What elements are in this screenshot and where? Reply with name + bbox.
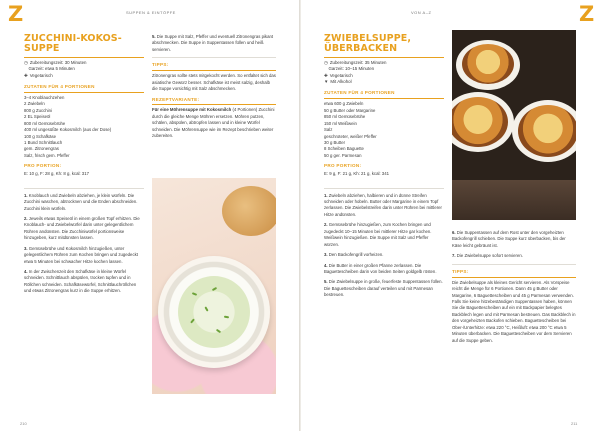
ingredient-item: etwa 600 g Zwiebeln [324,101,364,107]
step-text: Gemüsebrühe und Kokosmilch hinzugießen, unter gelegentlichem Rühren zum Kochen bringen und zugedeckt etwa 5 Minuten bei schwacher Hitze kochen lassen. [24,245,138,264]
per-portion-heading: PRO PORTION: [24,163,62,169]
ingredient-item: 50 g ger. Parmesan [324,152,362,158]
ingredient-item: gem. Zitronengras [24,146,59,152]
step-number: 7. [452,253,456,259]
ingredient-item: Salz, frisch gem. Pfeffer [24,152,70,158]
step [452,253,576,259]
ingredient-item: Salz [324,127,333,133]
cook-time: Garzeit: 10–15 Minuten [328,66,375,72]
step-text: Die Zwiebelsuppe in große, feuerfeste Suppentassen füllen. Die Baguettescheiben darauf verteilen und mit Parmesan bestreuen. [324,279,443,298]
step-text: Den Backofengrill vorheizen. [328,252,384,258]
page-number: 211 [571,421,578,426]
step-number: 6. [452,230,456,235]
step-number: 1. [24,192,28,198]
zucchini-soup-photo [152,178,276,394]
step-text: Zwiebeln abziehen, halbieren und in dünne Streifen schneiden oder hobeln. Butter oder Margarine in einem Topf zerlassen. Die Zwiebelstreifen darin unter Rühren bei mittlerer Hitze andünsten. [324,192,442,217]
step [324,222,444,248]
section-letter: Z [8,2,24,26]
recipe-column-2 [152,34,276,143]
leaf-icon: ✚ [324,72,328,78]
vegetarian-label: Vegetarisch [29,72,53,78]
ingredient-item: 2 Zwiebeln [24,101,45,107]
ingredient-item: 400 ml ungesüßte Kokosmilch (aus der Dose) [24,127,112,133]
title-line: ÜBERBACKEN [324,42,398,54]
per-portion-heading: PRO PORTION: [324,163,362,169]
step-text: Jeweils etwas Speiseöl in einem großen Topf erhitzen. Die Knoblauch- und Zwiebelwürfel darin unter gelegentlichem Rühren andünsten. Die Zucchiniwürfel portionsweise hinzugeben, kurz mitdünsten lassen. [24,215,140,241]
step [452,230,576,249]
step-number: 2. [324,222,328,228]
right-page [301,0,600,431]
alcohol-label: Mit Alkohol [330,79,352,85]
step [324,252,444,258]
soup-cup [462,44,514,84]
step-text: Knoblauch und Zwiebeln abziehen, je klein würfeln. Die Zucchini waschen, abtrocknen und die Enden abschneiden. Zucchini klein würfeln. [24,192,138,211]
step [324,193,444,219]
prep-time: Zubereitungszeit: 30 Minuten [29,59,87,65]
onion-soup-photo [452,30,576,220]
heading-rule [324,98,444,99]
step-text: Die Suppentassen auf dem Rost unter den vorgeheizten Backofengrill schieben. Die Suppe kurz überbacken, bis der Käse leicht gebräunt ist. [452,230,566,248]
step [324,279,444,298]
step [24,269,144,295]
ingredient-item: 30 g Butter [324,139,346,145]
running-head: SUPPEN & EINTÖPFE [126,10,176,15]
step-number: 5. [152,34,156,39]
ingredient-item: 150 ml Weißwein [324,120,357,126]
tips-text: Zitronengras sollte stets mitgekocht werden. So entfaltet sich das asiatische Gewürz besser. Schafkäse ist meist salzig, deshalb die Suppe vorsichtig mit Salz abschmecken. [152,73,276,92]
soup-cup [518,105,576,157]
cook-time: Garzeit: etwa 5 Minuten [28,66,75,72]
variant-heading: REZEPTVARIANTE: [152,96,200,102]
step-number: 1. [324,192,328,198]
meta-line [324,79,444,85]
step [24,216,144,242]
tips-text: Die Zwiebelsuppe als kleines Gericht servieren. Als Vorspeise reicht die Menge für 6 Portionen. Dann 45 g Butter oder Margarine, 6 Baguettescheiben und 45 g Parmesan verwenden. Falls Sie keine hitzebeständigen Suppentassen haben, können Sie die Baguettescheiben auf ein mit Backpapier belegtes Backblech legen und mit Parmesan bestreuen. Das Backblech in den vorgeheizten Backofen schieben. Baguettescheiben bei Ober-/Unterhitze: etwa 220 °C, Heißluft: etwa 200 °C etwa 5 Minuten überbacken. Die Baguettescheiben vor dem Servieren auf die Suppe geben. [452,279,576,343]
page-number: 210 [20,421,27,426]
clock-icon: ◷ [24,59,28,65]
recipe-column-2 [452,230,576,347]
running-head: VON A–Z [411,10,432,15]
heading-rule [24,92,144,93]
variant-lead: Für eine Möhrensuppe mit Kokosmilch [152,107,232,113]
title-rule [324,57,444,58]
step [24,246,144,265]
step-number: 4. [324,262,328,268]
ingredient-item: 3–4 Knoblauchzehen [24,94,65,100]
step-text: In der Zwischenzeit den Schafkäse in kleine Würfel schneiden. Schnittlauch abspülen, trocken tupfen und in Röllchen schneiden. Schafkäsewürfel, Schnittlauchröllchen und etwas Zitronengras kurz in die Suppe erhitzen. [24,269,137,294]
step-text: Die Butter in einer großen Pfanne zerlassen. Die Baguettescheiben darin von beiden Seiten goldgelb rösten. [324,262,437,274]
steps-list [24,193,144,295]
leaf-icon: ✚ [24,72,28,78]
recipe-title: ZUCCHINI-KOKOS-SUPPE [24,33,122,54]
per-portion-values: E: 10 g, F: 28 g, Kh: 8 g, kcal: 317 [24,171,89,177]
ingredient-item: 50 g Butter oder Margarine [324,107,376,113]
divider [152,57,276,58]
meta-line [24,73,144,79]
heading-rule [152,70,276,71]
recipe-meta [324,60,444,86]
tips-heading: TIPPS: [452,268,469,274]
step [152,34,276,53]
divider [24,188,144,189]
left-page [0,0,299,431]
vegetarian-label: Vegetarisch [329,72,353,78]
steps-list [324,193,444,299]
ingredient-item: 800 ml Gemüsebrühe [24,120,66,126]
ingredients-heading: ZUTATEN FÜR 4 PORTIONEN [324,90,395,96]
ingredient-item: 2 EL Speiseöl [24,114,51,120]
recipe-meta [24,60,144,79]
step-number: 3. [24,245,28,251]
heading-rule [152,104,276,105]
tips-heading: TIPPS: [152,62,169,68]
ingredient-item: 100 g Schafkäse [24,133,57,139]
step-text: Die Suppe mit Salz, Pfeffer und eventuell Zitronengras pikant abschmecken. Die Suppe in Suppentassen füllen und heiß servieren. [152,34,274,52]
variant-body: (4 Portionen) Zucchini durch die gleiche Menge Möhren ersetzen. Möhren putzen, schälen, abspülen, abtropfen lassen und in kleine Würfel schneiden. Die Möhrensuppe wie im Rezept beschrieben weiter zubereiten. [152,107,275,139]
clock-icon: ◷ [324,59,328,65]
per-portion-values: E: 9 g, F: 21 g, Kh: 21 g, kcal: 341 [324,171,389,177]
recipe-column [24,34,144,299]
section-letter: Z [579,2,595,26]
ingredient-item: 800 g Zucchini [24,107,52,113]
variant-text [152,107,276,139]
alcohol-icon: ▼ [324,79,329,85]
step [24,193,144,212]
prep-time: Zubereitungszeit: 35 Minuten [329,59,387,65]
step-number: 3. [324,252,328,258]
linen-cloth [452,180,576,220]
step-number: 5. [324,279,328,285]
ingredient-item: geschroteter, weißer Pfeffer [324,133,377,139]
step [324,263,444,276]
step-text: Die Zwiebelsuppe sofort servieren. [456,253,523,259]
divider [452,264,576,265]
step-text: Gemüsebrühe hinzugießen, zum Kochen bringen und zugedeckt 10–15 Minuten bei mittlerer Hitze gar kochen. Weißwein hinzugießen. Die Suppe mit Salz und Pfeffer würzen. [324,222,432,247]
title-line: ZWIEBELSUPPE, [324,33,412,44]
recipe-title [324,34,444,54]
divider [324,188,444,189]
ingredient-item: 1 Bund Schnittlauch [24,140,63,146]
title-rule [24,57,144,58]
ingredients-list [24,95,144,159]
ingredients-list [324,101,444,159]
clock-icon [24,66,26,71]
step-number: 4. [24,269,28,275]
ingredient-item: 8 Scheiben Baguette [324,146,364,152]
heading-rule [452,277,576,278]
step-number: 2. [24,215,28,221]
recipe-column [324,34,444,303]
ingredients-heading: ZUTATEN FÜR 4 PORTIONEN [24,84,95,90]
bread-roll [222,186,276,236]
ingredient-item: 850 ml Gemüsebrühe [324,114,366,120]
clock-icon [324,66,326,71]
